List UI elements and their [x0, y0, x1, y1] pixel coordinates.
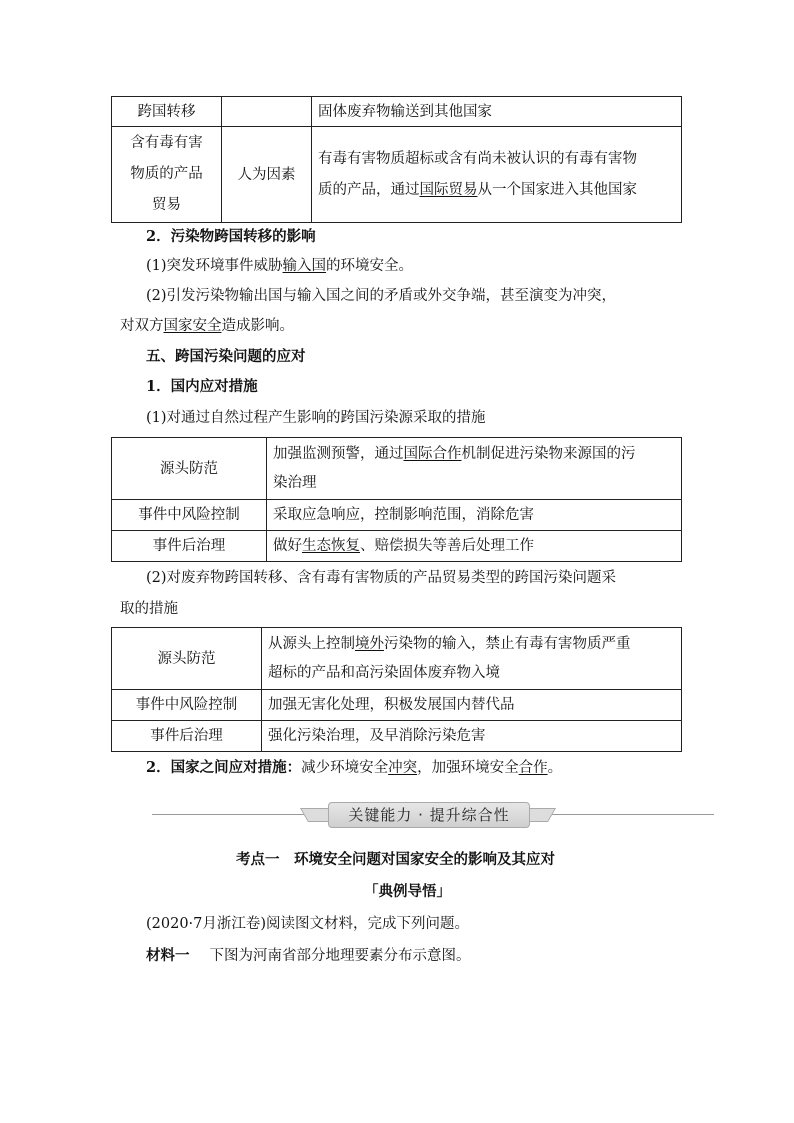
paragraph	[120, 316, 294, 336]
underlined-text: 合作	[518, 760, 548, 776]
text: ，加强环境安全	[417, 760, 519, 776]
text: 的环境安全。	[326, 258, 414, 274]
cell-line: 染治理	[273, 474, 317, 491]
divider	[544, 814, 714, 815]
cell-line	[273, 440, 675, 469]
text: 加强监测预警，通过	[273, 445, 404, 462]
table-cell: 源头防范	[112, 628, 262, 690]
table-cell	[262, 628, 682, 690]
table-row	[112, 500, 682, 531]
divider	[152, 814, 312, 815]
table-cell: 跨国转移	[112, 97, 222, 127]
table-cell: 事件后治理	[112, 531, 267, 562]
table-row	[112, 531, 682, 562]
underlined-text: 国际合作	[403, 445, 462, 462]
table-trade-measures	[111, 627, 682, 752]
table-row	[112, 97, 682, 127]
text: 污染物的输入，禁止有毒有害物质严重	[384, 635, 631, 652]
table-cell: 强化污染治理，及早消除污染危害	[262, 721, 682, 752]
table-transboundary-types	[111, 96, 682, 223]
underlined-text: 冲突	[388, 760, 418, 776]
cell-line	[318, 175, 675, 206]
table-row	[112, 438, 682, 500]
table-row	[112, 690, 682, 721]
section-heading: 2．污染物跨国转移的影响	[146, 228, 316, 245]
paragraph	[146, 758, 562, 778]
table-row	[112, 628, 682, 690]
text: 对双方	[120, 318, 164, 334]
text: 从源头上控制	[268, 635, 355, 652]
table-cell: 固体废弃物输送到其他国家	[312, 97, 682, 127]
table-natural-measures	[111, 437, 682, 562]
bold-text: 材料一	[146, 947, 190, 964]
bold-text: 2．国家之间应对措施：	[146, 759, 302, 776]
text: (1)突发环境事件威胁	[146, 258, 283, 274]
exam-point-title: 考点一 环境安全问题对国家安全的影响及其应对	[236, 851, 555, 868]
cell-line	[268, 630, 675, 659]
paragraph: 取的措施	[120, 601, 178, 617]
cell-line: 含有毒有害	[130, 135, 203, 151]
cell-line: 有毒有害物质超标或含有尚未被认识的有毒有害物	[318, 150, 637, 167]
text: 减少环境安全	[301, 760, 389, 776]
text: 质的产品，通过	[318, 181, 420, 198]
table-cell	[267, 438, 682, 500]
text: 造成影响。	[221, 318, 294, 334]
text: 从一个国家进入其他国家	[477, 181, 637, 198]
text: 做好	[273, 538, 302, 554]
cell-line: 物质的产品	[130, 166, 203, 182]
table-cell	[312, 127, 682, 223]
underlined-text: 输入国	[282, 258, 327, 274]
paragraph: (2)引发污染物输出国与输入国之间的矛盾或外交争端，甚至演变为冲突，	[146, 288, 617, 304]
table-row	[112, 127, 682, 223]
section-heading: 五、跨国污染问题的应对	[146, 348, 306, 365]
paragraph: (2)对废弃物跨国转移、含有毒有害物质的产品贸易类型的跨国污染问题采	[146, 570, 617, 586]
table-cell: 人为因素	[222, 127, 312, 223]
paragraph: (2020·7月浙江卷)阅读图文材料，完成下列问题。	[146, 916, 470, 932]
table-cell: 事件中风险控制	[112, 690, 262, 721]
section-banner	[152, 800, 714, 830]
cell-line: 超标的产品和高污染固体废弃物入境	[268, 664, 500, 681]
text: 、赔偿损失等善后处理工作	[360, 538, 534, 554]
sub-heading: 1．国内应对措施	[146, 378, 258, 395]
paragraph: (1)对通过自然过程产生影响的跨国污染源采取的措施	[146, 410, 486, 426]
table-row	[112, 721, 682, 752]
underlined-text: 国际贸易	[419, 181, 478, 198]
banner-title: 关键能力 · 提升综合性	[328, 802, 530, 828]
paragraph	[146, 946, 471, 966]
paragraph	[146, 256, 413, 276]
text: 机制促进污染物来源国的污	[461, 445, 636, 462]
cell-line: 贸易	[152, 197, 181, 213]
table-cell: 源头防范	[112, 438, 267, 500]
table-cell: 加强无害化处理，积极发展国内替代品	[262, 690, 682, 721]
table-cell: 采取应急响应，控制影响范围，消除危害	[267, 500, 682, 531]
table-cell	[267, 531, 682, 562]
example-label: 「典例导悟」	[364, 883, 451, 900]
table-cell	[112, 127, 222, 223]
text: 。	[547, 760, 563, 776]
underlined-text: 境外	[355, 635, 384, 652]
underlined-text: 国家安全	[163, 318, 222, 334]
underlined-text: 生态恢复	[302, 538, 360, 554]
text: 下图为河南省部分地理要素分布示意图。	[209, 948, 471, 964]
table-cell	[222, 97, 312, 127]
table-cell: 事件后治理	[112, 721, 262, 752]
table-cell: 事件中风险控制	[112, 500, 267, 531]
